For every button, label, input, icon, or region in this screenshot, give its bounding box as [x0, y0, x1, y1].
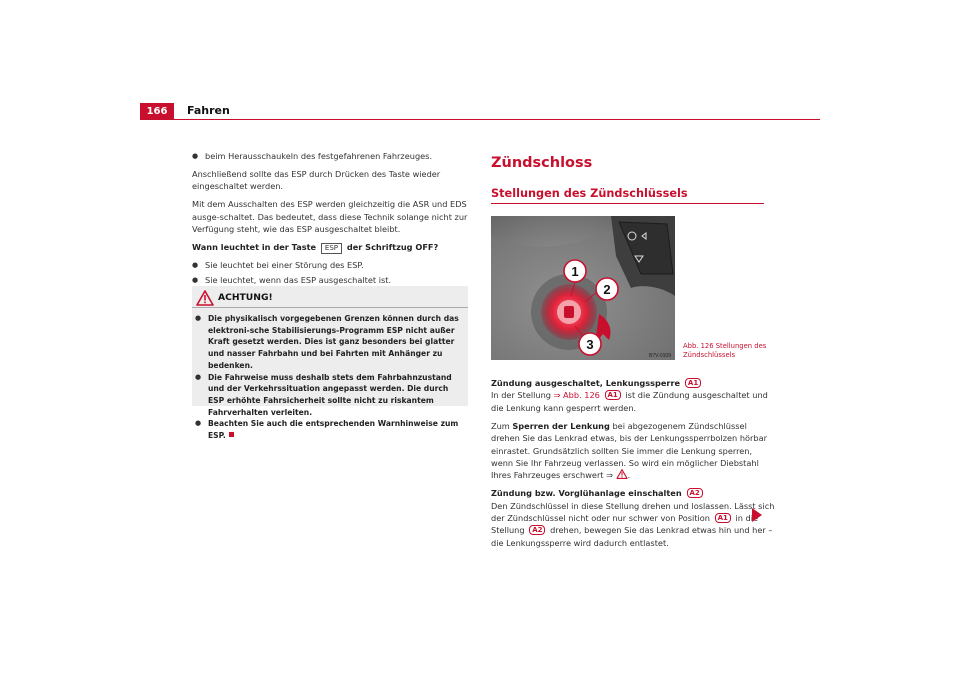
ignition-illustration [491, 216, 675, 360]
page-number: 166 [140, 103, 174, 120]
pos2-text-a: Den Zündschlüssel in diese Stellung drehen und loslassen. Lässt sich der Zündschlüssel nicht oder nur schwer von Position [491, 500, 775, 524]
pos1-inline-marker: A1 [605, 390, 621, 400]
page-title: Fahren [187, 104, 230, 117]
pos2-description [491, 500, 776, 550]
lock-text-post: bei abgezogenem Zündschlüssel drehen Sie das Lenkrad etwas, bis der Lenkungssperrbolzen hörbar einrastet. Grundsätzlich sollten Sie immer die Lenkung sperren, wenn Sie Ihr Fahrzeug verlassen. So wird ein möglicher Diebstahl Ihres Fahrzeuges erschwert ⇒ [491, 420, 767, 481]
figure-label-3: 3 [586, 337, 594, 352]
figure-caption: Abb. 126 Stellungen des Zündschlüssels [683, 342, 767, 359]
header-rule [174, 119, 820, 120]
pos2-text-b: in die Stellung [491, 513, 759, 536]
pos2-heading-text: Zündung bzw. Vorglühanlage einschalten [491, 488, 682, 499]
pos1-heading-text: Zündung ausgeschaltet, Lenkungssperre [491, 378, 681, 388]
warning-triangle-icon [196, 290, 214, 306]
bullet-intro: ● beim Herausschaukeln des festgefahrenen Fahrzeuges. [192, 150, 468, 162]
pos1-heading-marker: A1 [685, 378, 701, 388]
warning-body [195, 313, 467, 442]
figure-label-2: 2 [603, 282, 611, 297]
answer-bullet-2: ● Sie leuchtet, wenn das ESP ausgeschaltet ist. [192, 274, 468, 286]
pos2-heading [491, 487, 776, 499]
question-post: der Schriftzug OFF? [346, 241, 439, 252]
esp-question [192, 241, 468, 254]
ignition-key-figure [491, 216, 675, 360]
warning-title: ACHTUNG! [218, 292, 273, 303]
left-column [192, 150, 468, 292]
warning-item-3-text: Beachten Sie auch die entsprechenden Warnhinweise zum ESP. [208, 419, 459, 441]
pos2-marker-from: A1 [715, 513, 731, 523]
pos1-text-post: ist die Zündung ausgeschaltet und die Lenkung kann gesperrt werden. [491, 390, 768, 413]
section-title: Zündschloss [491, 155, 593, 171]
pos2-marker-to: A2 [529, 525, 545, 535]
pos1-description [491, 389, 776, 414]
warning-item-1: ● Die physikalisch vorgegebenen Grenzen können durch das elektroni-sche Stabilisierungs-Programm ESP nicht außer Kraft gesetzt werden. Dies ist ganz besonders bei glatter und nasser Fahrbahn und bei Fahrten mit Anhänger zu bedenken. [195, 313, 467, 372]
warning-box [192, 286, 468, 441]
figure-code: B7V-0109 [649, 353, 671, 359]
warning-item-2: ● Die Fahrweise muss deshalb stets dem Fahrbahnzustand und der Verkehrssituation angepasst werden. Die durch ESP erhöhte Fahrsicherheit sollte nicht zu riskantem Fahrverhalten verleiten. [195, 372, 467, 419]
question-pre: Wann leuchtet in der Taste [192, 241, 317, 252]
right-column [491, 377, 776, 555]
pos2-heading-marker: A2 [687, 488, 703, 498]
pos1-text-pre: In der Stellung [491, 390, 551, 401]
steering-lock-paragraph: Zum Sperren der Lenkung bei abgezogenem Zündschlüssel drehen Sie das Lenkrad etwas, bis der Lenkungssperrbolzen hörbar einrastet. Grundsätzlich sollten Sie immer die Lenkung sperren, wenn Sie Ihr Fahrzeug verlassen. So wird ein möglicher Diebstahl Ihres Fahrzeuges erschwert ⇒ . [491, 420, 767, 481]
answer-bullet-1: ● Sie leuchtet bei einer Störung des ESP. [192, 259, 468, 271]
lock-text-bold: Sperren der Lenkung [512, 420, 610, 431]
warning-item-3 [195, 418, 467, 441]
esp-reactivate-paragraph: Anschließend sollte das ESP durch Drücken des Taste wieder eingeschaltet werden. [192, 168, 441, 192]
figure-reference-link[interactable]: ⇒ Abb. 126 [553, 390, 600, 401]
subsection-title: Stellungen des Zündschlüssels [491, 187, 688, 200]
warning-header [192, 286, 468, 308]
figure-label-1: 1 [571, 264, 579, 279]
continue-arrow-icon [752, 508, 762, 522]
pos1-heading [491, 377, 776, 389]
section-end-icon [229, 432, 234, 437]
esp-key-label: ESP [321, 243, 342, 254]
warning-reference-icon[interactable] [616, 469, 628, 479]
pos2-text-c: drehen, bewegen Sie das Lenkrad etwas hin und her – die Lenkungssperre wird dadurch entlastet. [491, 525, 773, 548]
esp-off-paragraph: Mit dem Ausschalten des ESP werden gleichzeitig die ASR und EDS ausge-schaltet. Das bedeutet, dass diese Technik solange nicht zur Verfügung steht, wie das ESP ausgeschaltet bleibt. [192, 199, 468, 235]
subsection-rule [491, 203, 764, 204]
lock-text-pre: Zum [491, 420, 510, 431]
